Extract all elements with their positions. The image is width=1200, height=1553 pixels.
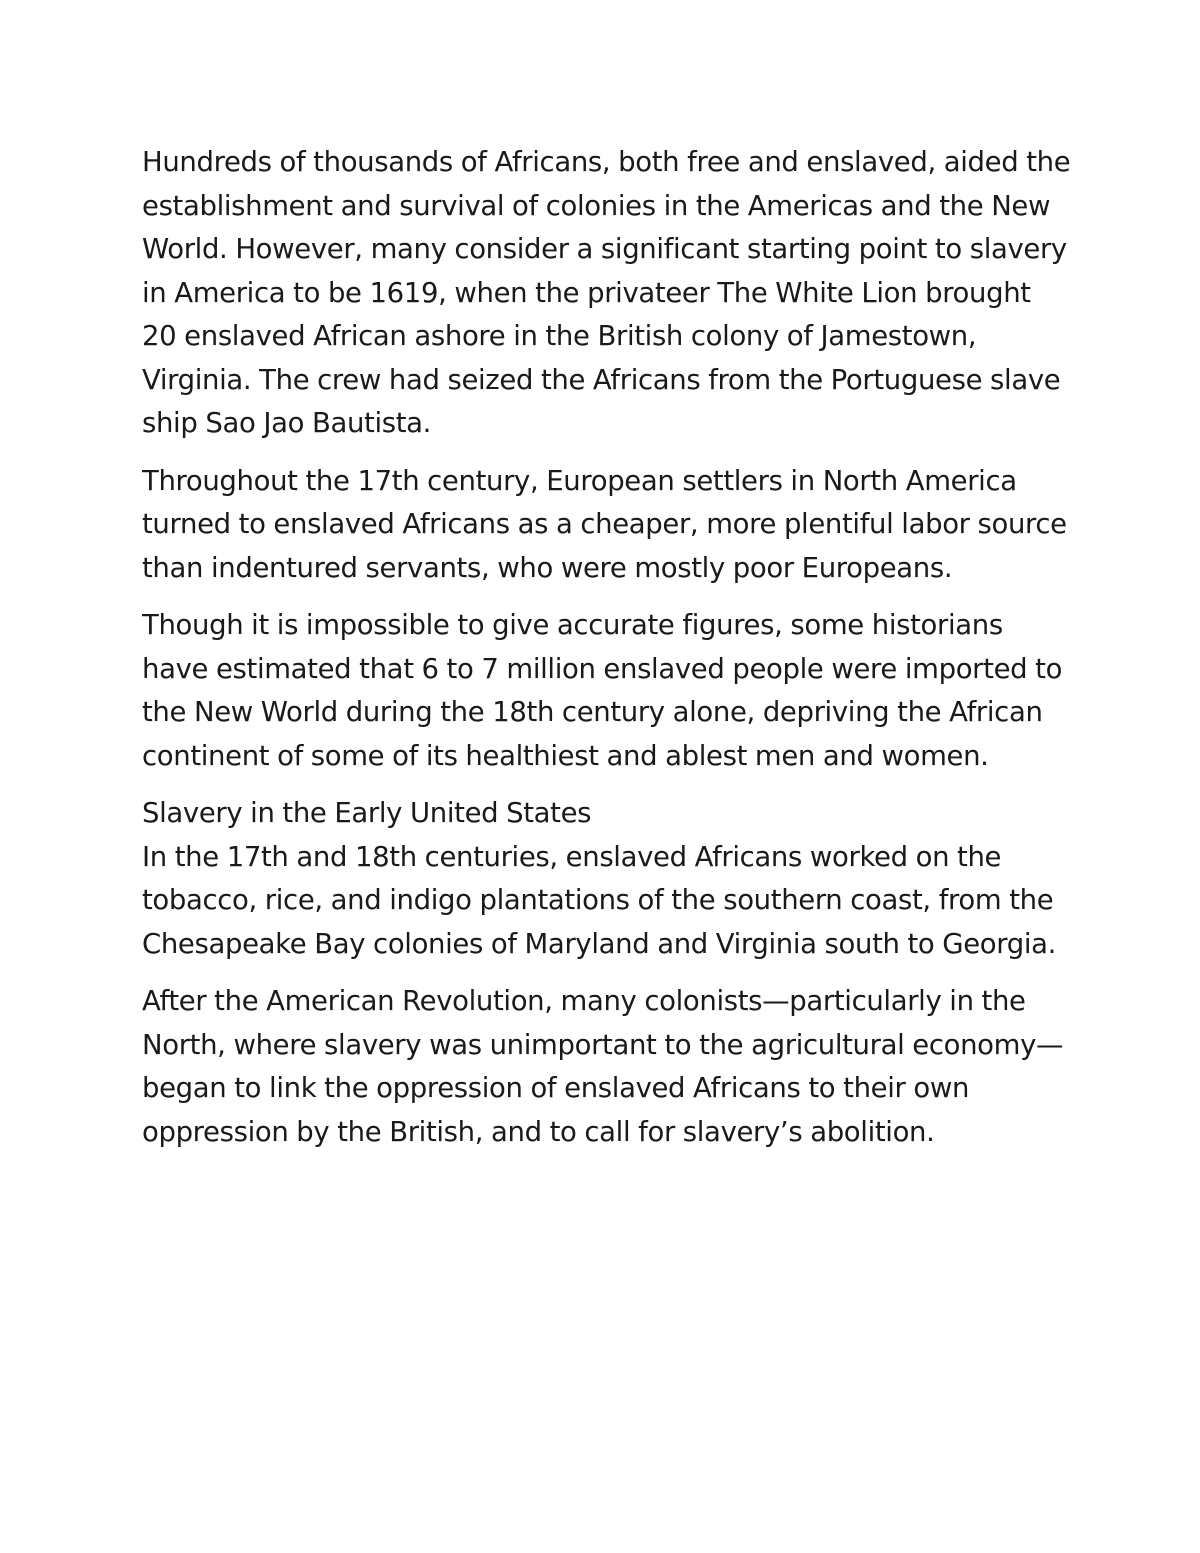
section-heading: Slavery in the Early United States [142,797,592,829]
paragraph: Though it is impossible to give accurate figures, some historians have estimated that 6 to 7 million enslaved people were imported to the New World during the 18th century alone, depriving the African continent of some of its healthiest and ablest men and women. [142,609,1063,772]
paragraph: In the 17th and 18th centuries, enslaved Africans worked on the tobacco, rice, and indigo plantations of the southern coast, from the Chesapeake Bay colonies of Maryland and Virginia south to Georgia. [142,840,1057,960]
paragraph: Hundreds of thousands of Africans, both free and enslaved, aided the establishment and survival of colonies in the Americas and the New World. However, many consider a significant starting point to slavery in America to be 1619, when the privateer The White Lion brought 20 enslaved African ashore in the British colony of Jamestown, Virginia. The crew had seized the Africans from the Portuguese slave ship Sao Jao Bautista. [142,146,1071,439]
document-body [142,141,1072,1168]
paragraph: Throughout the 17th century, European settlers in North America turned to enslaved Africans as a cheaper, more plentiful labor source than indentured servants, who were mostly poor Europeans. [142,464,1067,584]
paragraph: After the American Revolution, many colonists—particularly in the North, where slavery was unimportant to the agricultural economy—began to link the oppression of enslaved Africans to their own oppression by the British, and to call for slavery’s abolition. [142,985,1064,1148]
